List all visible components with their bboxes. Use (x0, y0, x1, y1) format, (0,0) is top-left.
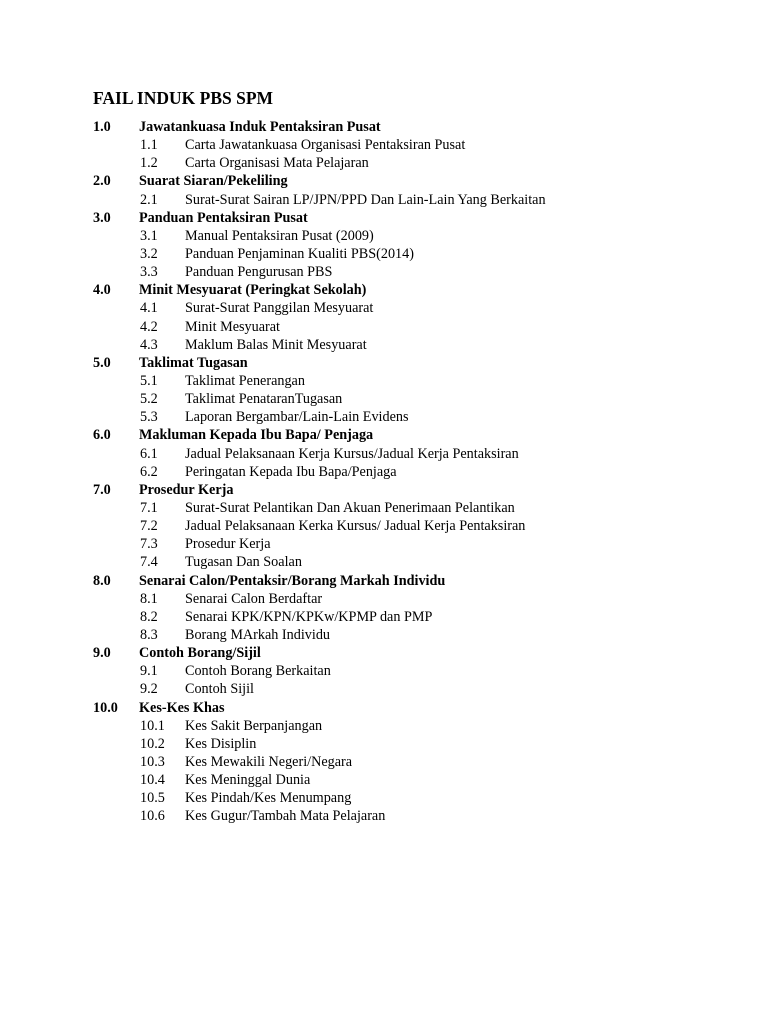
item-number: 8.1 (140, 590, 158, 607)
list-item (93, 390, 733, 408)
item-label: Taklimat Penerangan (185, 372, 305, 389)
list-item (93, 590, 733, 608)
item-label: Prosedur Kerja (185, 536, 271, 553)
list-item (93, 807, 733, 825)
item-number: 9.2 (140, 681, 158, 698)
list-item (93, 463, 733, 481)
table-of-contents (93, 118, 733, 825)
list-item (93, 717, 733, 735)
item-label: Carta Organisasi Mata Pelajaran (185, 155, 369, 172)
item-number: 8.2 (140, 608, 158, 625)
section-heading (93, 281, 733, 299)
item-label: Surat-Surat Panggilan Mesyuarat (185, 300, 374, 317)
list-item (93, 499, 733, 517)
section-number: 5.0 (93, 354, 111, 371)
section-number: 9.0 (93, 645, 111, 662)
list-item (93, 771, 733, 789)
item-label: Peringatan Kepada Ibu Bapa/Penjaga (185, 463, 397, 480)
item-label: Kes Mewakili Negeri/Negara (185, 753, 353, 770)
list-item (93, 662, 733, 680)
list-item (93, 517, 733, 535)
item-number: 7.4 (140, 554, 158, 571)
section-number: 1.0 (93, 119, 111, 135)
item-number: 10.4 (140, 772, 165, 789)
item-number: 10.3 (140, 753, 165, 770)
item-number: 4.2 (140, 318, 158, 335)
section-heading (93, 172, 733, 190)
section-title: Jawatankuasa Induk Pentaksiran Pusat (139, 119, 381, 135)
item-number: 4.3 (140, 336, 158, 353)
item-number: 1.1 (140, 137, 158, 154)
section-number: 3.0 (93, 209, 111, 226)
list-item (93, 535, 733, 553)
section-title: Taklimat Tugasan (139, 354, 248, 371)
section-title: Prosedur Kerja (139, 481, 234, 498)
item-number: 4.1 (140, 300, 158, 317)
item-label: Kes Pindah/Kes Menumpang (185, 790, 352, 807)
section-title: Minit Mesyuarat (Peringkat Sekolah) (139, 282, 367, 299)
section-number: 6.0 (93, 427, 111, 444)
section-number: 7.0 (93, 481, 111, 498)
item-label: Panduan Pengurusan PBS (185, 264, 333, 281)
list-item (93, 336, 733, 354)
section-number: 4.0 (93, 282, 111, 299)
item-number: 7.2 (140, 518, 158, 535)
document-title: FAIL INDUK PBS SPM (93, 88, 274, 108)
section-title: Panduan Pentaksiran Pusat (139, 209, 308, 226)
section-title: Suarat Siaran/Pekeliling (139, 173, 288, 190)
item-number: 7.1 (140, 499, 158, 516)
list-item (93, 680, 733, 698)
item-label: Senarai KPK/KPN/KPKw/KPMP dan PMP (185, 608, 433, 625)
section-heading (93, 481, 733, 499)
list-item (93, 263, 733, 281)
section-heading (93, 209, 733, 227)
list-item (93, 299, 733, 317)
item-number: 10.5 (140, 790, 165, 807)
item-label: Tugasan Dan Soalan (185, 554, 302, 571)
item-number: 10.2 (140, 735, 165, 752)
item-number: 5.1 (140, 372, 158, 389)
list-item (93, 789, 733, 807)
list-item (93, 136, 733, 154)
list-item (93, 608, 733, 626)
list-item (93, 191, 733, 209)
item-label: Manual Pentaksiran Pusat (2009) (185, 227, 374, 244)
item-number: 6.1 (140, 445, 158, 462)
item-number: 5.3 (140, 409, 158, 426)
section-number: 8.0 (93, 572, 111, 589)
item-label: Jadual Pelaksanaan Kerka Kursus/ Jadual Kerja Pentaksiran (185, 518, 526, 535)
section-number: 10.0 (93, 699, 118, 716)
item-label: Minit Mesyuarat (185, 318, 280, 335)
item-number: 10.6 (140, 808, 165, 825)
section-title: Contoh Borang/Sijil (139, 645, 261, 662)
section-number: 2.0 (93, 173, 111, 190)
list-item (93, 553, 733, 571)
item-number: 5.2 (140, 391, 158, 408)
list-item (93, 735, 733, 753)
section-title: Senarai Calon/Pentaksir/Borang Markah Individu (139, 572, 446, 589)
item-label: Jadual Pelaksanaan Kerja Kursus/Jadual Kerja Pentaksiran (185, 445, 519, 462)
item-label: Surat-Surat Pelantikan Dan Akuan Penerimaan Pelantikan (185, 499, 515, 516)
item-number: 1.2 (140, 155, 158, 172)
item-number: 3.3 (140, 264, 158, 281)
item-number: 2.1 (140, 191, 158, 208)
section-heading (93, 426, 733, 444)
list-item (93, 318, 733, 336)
section-title: Makluman Kepada Ibu Bapa/ Penjaga (139, 427, 374, 444)
list-item (93, 753, 733, 771)
item-label: Borang MArkah Individu (185, 626, 331, 643)
item-label: Maklum Balas Minit Mesyuarat (185, 336, 367, 353)
section-title: Kes-Kes Khas (139, 699, 225, 716)
item-label: Taklimat PenataranTugasan (185, 391, 343, 408)
item-number: 8.3 (140, 626, 158, 643)
item-label: Kes Gugur/Tambah Mata Pelajaran (185, 808, 386, 825)
item-number: 9.1 (140, 663, 158, 680)
section-heading (93, 354, 733, 372)
item-label: Kes Sakit Berpanjangan (185, 717, 323, 734)
section-heading (93, 699, 733, 717)
list-item (93, 154, 733, 172)
item-label: Contoh Borang Berkaitan (185, 663, 331, 680)
item-label: Panduan Penjaminan Kualiti PBS(2014) (185, 245, 414, 262)
item-number: 6.2 (140, 463, 158, 480)
list-item (93, 626, 733, 644)
section-heading (93, 644, 733, 662)
section-heading (93, 118, 733, 136)
section-heading (93, 572, 733, 590)
item-label: Carta Jawatankuasa Organisasi Pentaksiran Pusat (185, 137, 466, 154)
item-number: 3.1 (140, 227, 158, 244)
list-item (93, 227, 733, 245)
item-number: 7.3 (140, 536, 158, 553)
item-number: 10.1 (140, 717, 165, 734)
list-item (93, 408, 733, 426)
item-number: 3.2 (140, 245, 158, 262)
list-item (93, 245, 733, 263)
list-item (93, 445, 733, 463)
item-label: Kes Disiplin (185, 735, 257, 752)
item-label: Laporan Bergambar/Lain-Lain Evidens (185, 409, 409, 426)
list-item (93, 372, 733, 390)
item-label: Senarai Calon Berdaftar (185, 590, 323, 607)
item-label: Contoh Sijil (185, 681, 254, 698)
item-label: Kes Meninggal Dunia (185, 772, 311, 789)
item-label: Surat-Surat Sairan LP/JPN/PPD Dan Lain-Lain Yang Berkaitan (185, 191, 546, 208)
